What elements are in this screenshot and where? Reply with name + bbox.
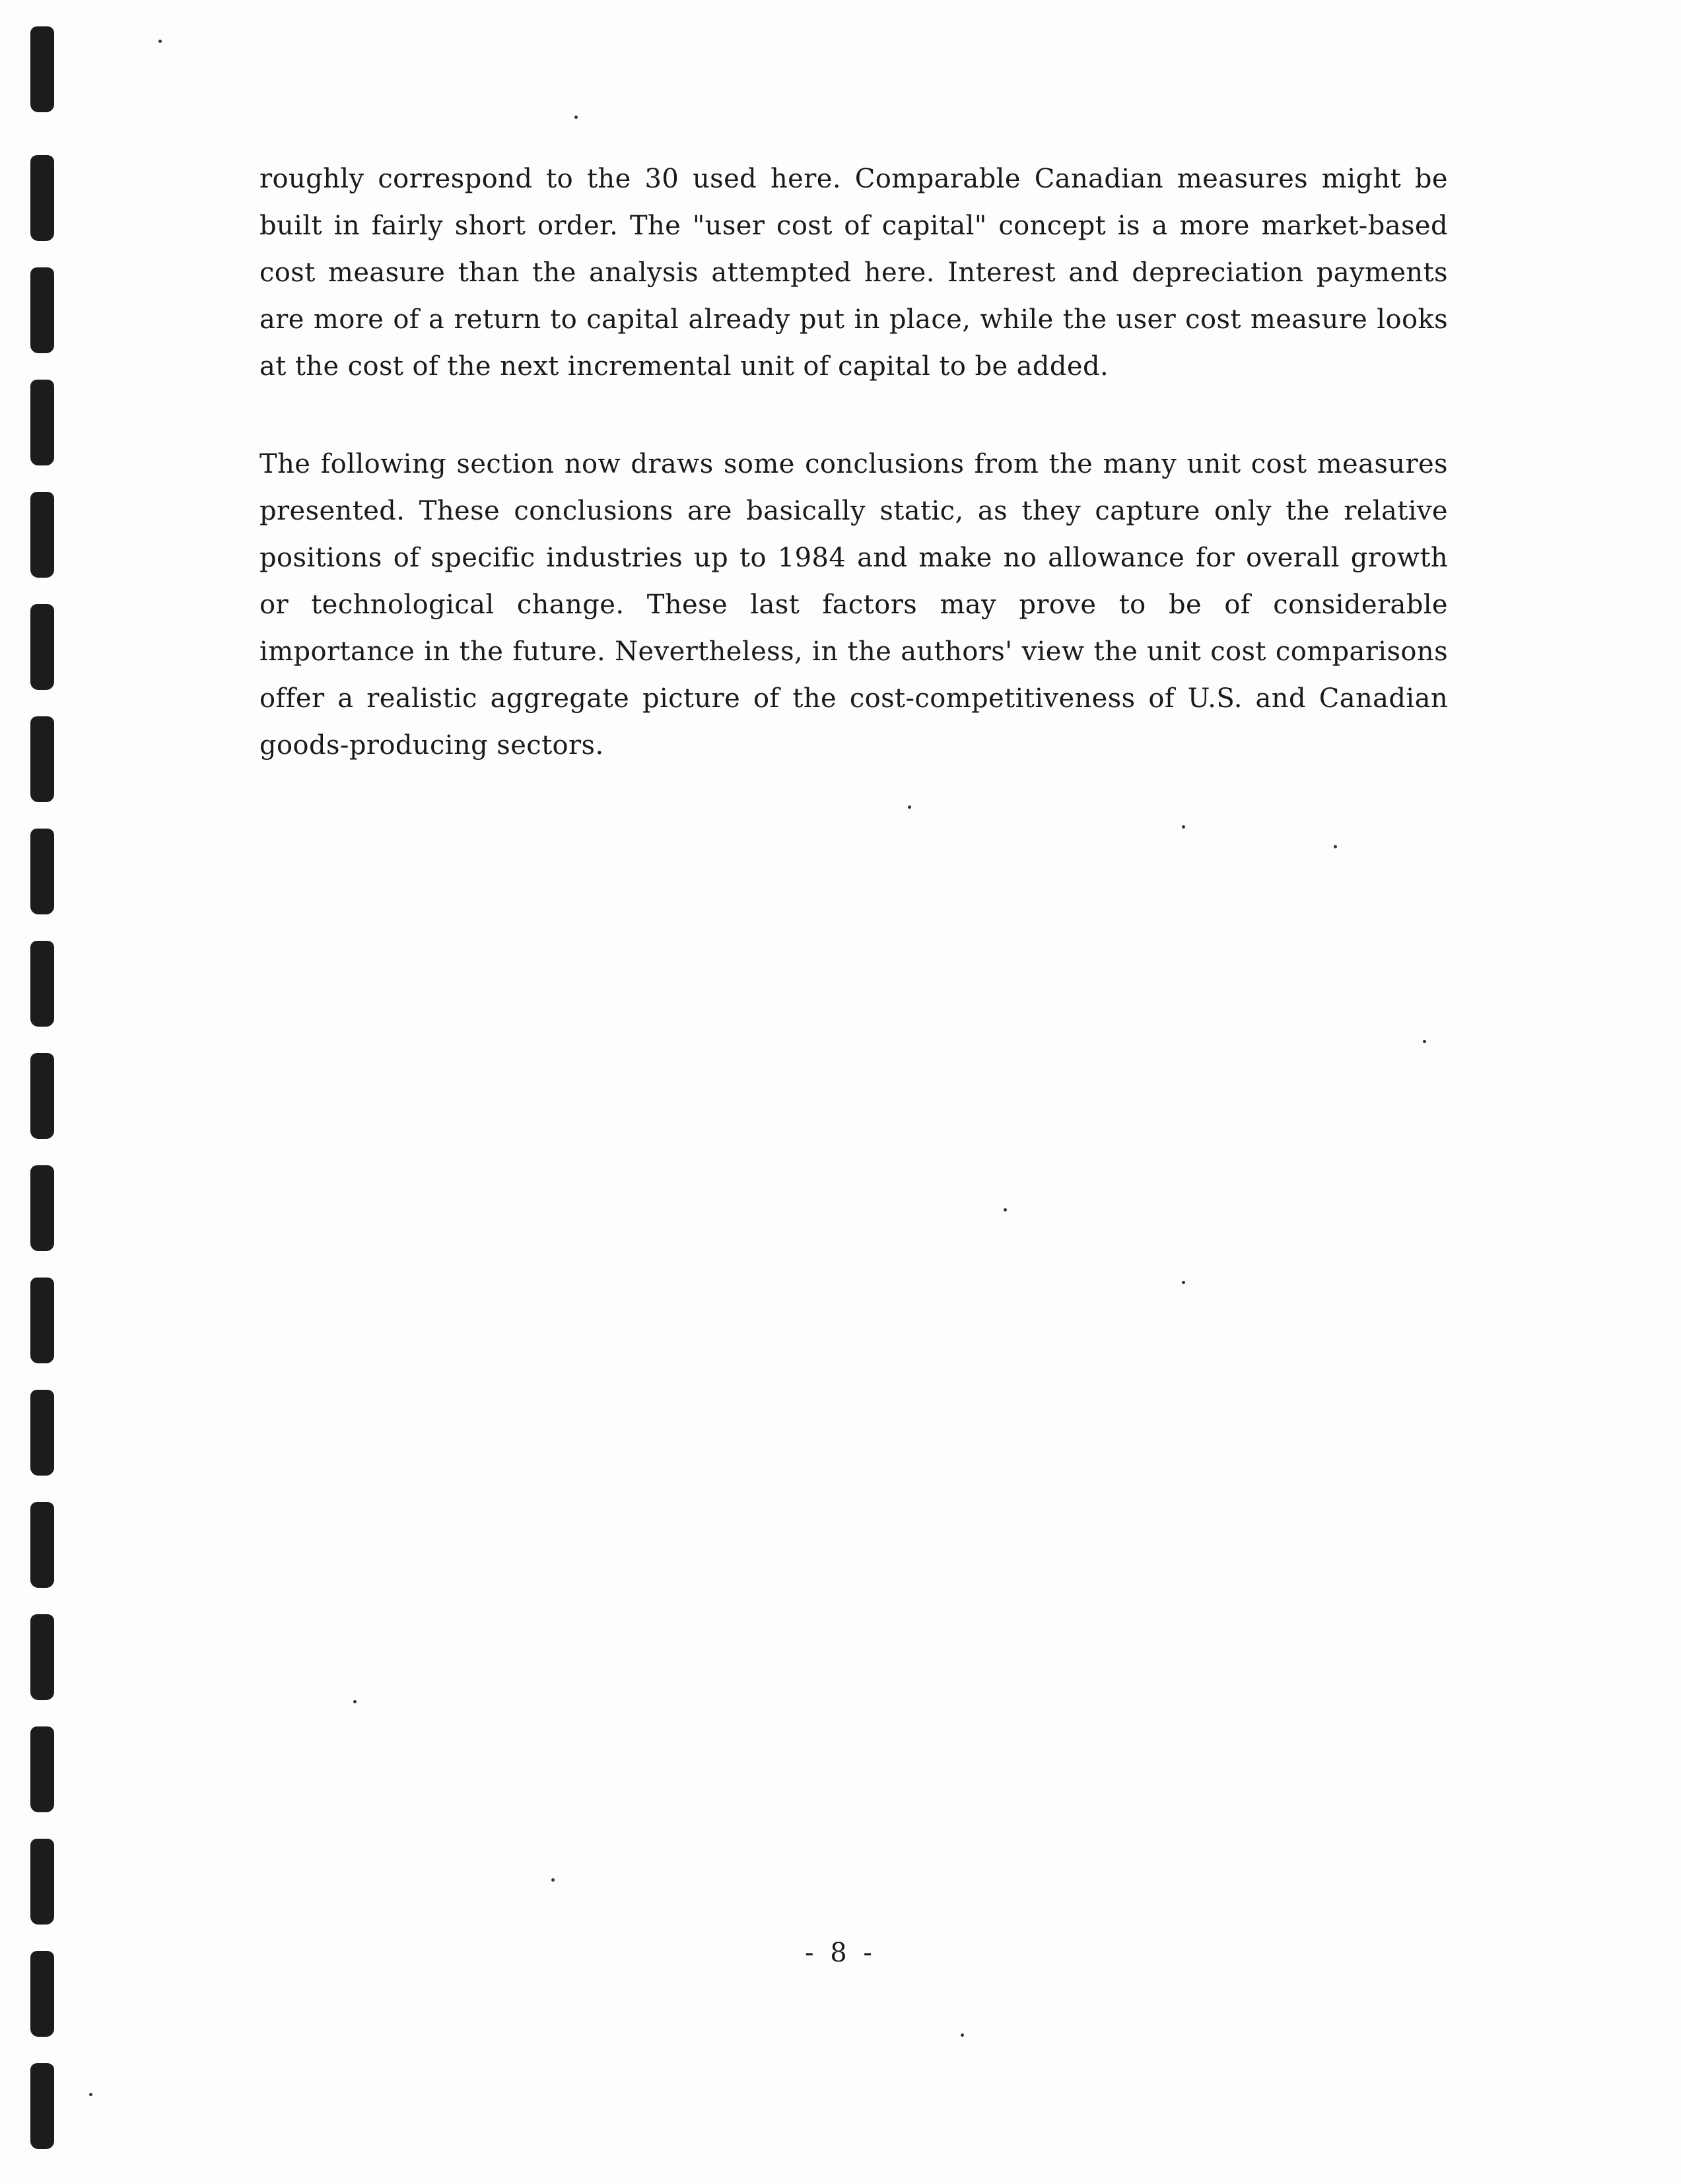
binding-hole: [30, 155, 54, 241]
binding-hole: [30, 26, 54, 112]
scan-speck: [961, 2033, 964, 2037]
binding-hole: [30, 604, 54, 690]
scan-speck: [574, 116, 578, 119]
binding-holes: [12, 0, 71, 2184]
scan-speck: [1182, 825, 1185, 829]
page-number: - 8 -: [805, 1938, 876, 1968]
binding-hole: [30, 829, 54, 914]
scan-speck: [158, 40, 162, 43]
scan-speck: [1182, 1281, 1185, 1284]
binding-hole: [30, 1502, 54, 1588]
binding-hole: [30, 267, 54, 353]
binding-hole: [30, 1726, 54, 1812]
binding-hole: [30, 1839, 54, 1925]
binding-hole: [30, 1390, 54, 1476]
scan-speck: [551, 1878, 555, 1882]
binding-hole: [30, 1614, 54, 1700]
body-paragraph: The following section now draws some conclusions from the many unit cost measures presented. These conclusions are basically static, as they capture only the relative positions of specific industries up to 1984 and make no allowance for overall growth or technological change. These last factors may prove to be of considerable importance in the future. Nevertheless, in the authors' view the unit cost comparisons offer a realistic aggregate picture of the cost-competitiveness of U.S. and Canadian goods-producing sectors.: [259, 449, 1448, 761]
scan-speck: [908, 805, 911, 809]
scan-speck: [1004, 1208, 1007, 1211]
binding-hole: [30, 380, 54, 465]
scan-speck: [1423, 1040, 1426, 1043]
scan-speck: [1334, 845, 1337, 848]
binding-hole: [30, 1165, 54, 1251]
body-paragraph: roughly correspond to the 30 used here. Comparable Canadian measures might be built in fairly short order. The "user cost of capital" concept is a more market-based cost measure than the analysis attempted here. Interest and depreciation payments are more of a return to capital already put in place, while the user cost measure looks at the cost of the next incremental unit of capital to be added.: [259, 164, 1448, 382]
scan-speck: [89, 2093, 92, 2096]
binding-hole: [30, 1053, 54, 1139]
binding-hole: [30, 2063, 54, 2149]
binding-hole: [30, 716, 54, 802]
binding-hole: [30, 941, 54, 1027]
scan-speck: [353, 1700, 357, 1703]
binding-hole: [30, 1278, 54, 1363]
binding-hole: [30, 492, 54, 578]
